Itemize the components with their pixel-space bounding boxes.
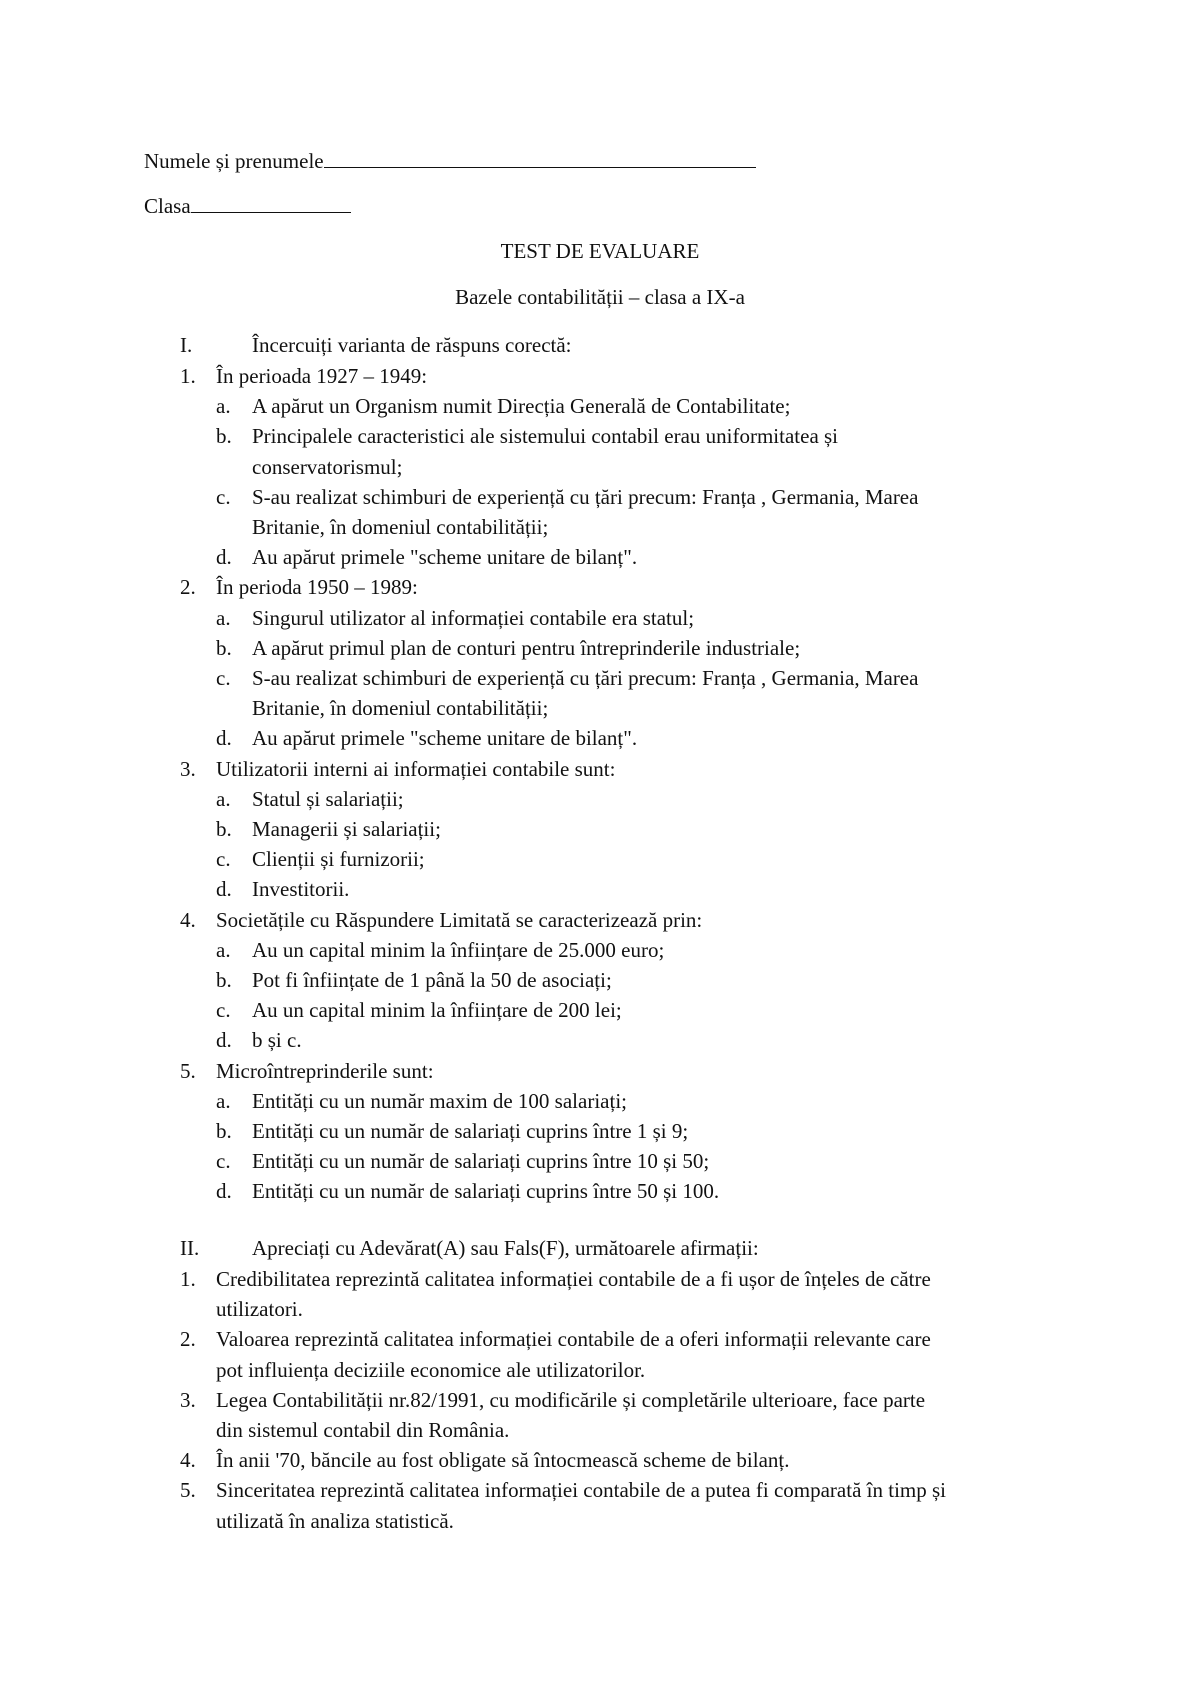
option-text: Entități cu un număr de salariați cuprins între 1 și 9; [252, 1119, 689, 1143]
option-letter: b. [216, 635, 232, 660]
option-letter: d. [216, 726, 232, 751]
section2-instruction: Apreciați cu Adevărat(A) sau Fals(F), următoarele afirmații: [252, 1236, 759, 1260]
option-text: S-au realizat schimburi de experiență cu țări precum: Franța , Germania, Marea [252, 484, 919, 509]
option-text: Au apărut primele "scheme unitare de bilanț". [252, 545, 638, 570]
question-text: Utilizatorii interni ai informației contabile sunt: [216, 756, 616, 781]
option-letter: b. [216, 1119, 232, 1143]
option-letter: a. [216, 394, 231, 419]
statement-number: 4. [180, 1448, 196, 1473]
question-number: 5. [180, 1058, 196, 1083]
question-number: 1. [180, 364, 196, 388]
option-letter: d. [216, 1028, 232, 1053]
question-number: 2. [180, 575, 196, 600]
option-letter: a. [216, 786, 231, 811]
name-blank-line [324, 145, 756, 168]
question-number: 3. [180, 756, 196, 781]
option-letter: a. [216, 605, 231, 630]
option-text: Entități cu un număr maxim de 100 salariați; [252, 1088, 627, 1113]
class-blank-line [191, 190, 351, 213]
section2-roman: II. [180, 1236, 200, 1260]
statement-text: Sinceritatea reprezintă calitatea informației contabile de a putea fi comparată în timp și [216, 1478, 946, 1503]
option-text: Singurul utilizator al informației contabile era statul; [252, 605, 695, 630]
page-title: TEST DE EVALUARE [500, 239, 700, 263]
option-letter: b. [216, 424, 232, 449]
option-letter: c. [216, 666, 231, 690]
option-text: Britanie, în domeniul contabilității; [252, 696, 549, 721]
class-label: Clasa [144, 194, 191, 218]
statement-text: Legea Contabilității nr.82/1991, cu modificările și completările ulterioare, face parte [216, 1387, 926, 1412]
statement-text: utilizatori. [216, 1297, 303, 1322]
option-letter: c. [216, 1149, 231, 1174]
question-text: Microîntreprinderile sunt: [216, 1058, 434, 1083]
option-text: Clienții și furnizorii; [252, 847, 425, 872]
option-letter: b. [216, 968, 232, 992]
option-text: Principalele caracteristici ale sistemului contabil erau uniformitatea și [252, 424, 839, 449]
option-text: conservatorismul; [252, 454, 403, 479]
statement-text: Credibilitatea reprezintă calitatea informației contabile de a fi ușor de înțeles de către [216, 1267, 931, 1291]
option-letter: d. [216, 545, 232, 570]
option-text: A apărut primul plan de conturi pentru întreprinderile industriale; [252, 635, 801, 660]
question-number: 4. [180, 907, 196, 932]
option-text: Investitorii. [252, 877, 350, 902]
option-text: S-au realizat schimburi de experiență cu țări precum: Franța , Germania, Marea [252, 666, 919, 690]
name-field-row [144, 145, 756, 176]
option-text: Au apărut primele "scheme unitare de bilanț". [252, 726, 638, 751]
option-letter: c. [216, 998, 231, 1023]
option-text: Britanie, în domeniul contabilității; [252, 515, 549, 539]
option-letter: d. [216, 1179, 232, 1204]
statement-number: 1. [180, 1267, 196, 1291]
section1-instruction: Încercuiți varianta de răspuns corectă: [252, 333, 572, 357]
option-text: Statul și salariații; [252, 786, 404, 811]
statement-number: 3. [180, 1387, 196, 1412]
question-text: În perioada 1927 – 1949: [216, 364, 428, 388]
option-text: Entități cu un număr de salariați cuprins între 10 și 50; [252, 1149, 710, 1174]
option-letter: a. [216, 1088, 231, 1113]
statement-text: Valoarea reprezintă calitatea informației contabile de a oferi informații relevante care [216, 1327, 931, 1352]
page-subtitle: Bazele contabilității – clasa a IX-a [455, 285, 745, 309]
option-text: Au un capital minim la înființare de 200 lei; [252, 998, 622, 1023]
statement-number: 2. [180, 1327, 196, 1352]
statement-text: În anii '70, băncile au fost obligate să întocmească scheme de bilanț. [216, 1448, 790, 1473]
class-field-row [144, 190, 351, 221]
option-letter: c. [216, 484, 231, 509]
statement-text: pot influiența deciziile economice ale utilizatorilor. [216, 1357, 646, 1382]
statement-text: din sistemul contabil din România. [216, 1418, 510, 1442]
option-text: Pot fi înființate de 1 până la 50 de asociați; [252, 968, 612, 992]
option-text: Managerii și salariații; [252, 817, 441, 841]
option-text: A apărut un Organism numit Direcția Generală de Contabilitate; [252, 394, 791, 419]
option-letter: a. [216, 937, 231, 962]
option-text: Entități cu un număr de salariați cuprins între 50 și 100. [252, 1179, 720, 1204]
question-text: În perioda 1950 – 1989: [216, 575, 418, 600]
name-label: Numele și prenumele [144, 149, 324, 173]
option-letter: b. [216, 817, 232, 841]
question-text: Societățile cu Răspundere Limitată se caracterizează prin: [216, 907, 703, 932]
section1-roman: I. [180, 333, 193, 357]
option-text: Au un capital minim la înființare de 25.000 euro; [252, 937, 665, 962]
option-text: b și c. [252, 1028, 302, 1053]
statement-number: 5. [180, 1478, 196, 1503]
option-letter: c. [216, 847, 231, 872]
option-letter: d. [216, 877, 232, 902]
statement-text: utilizată în analiza statistică. [216, 1508, 454, 1533]
